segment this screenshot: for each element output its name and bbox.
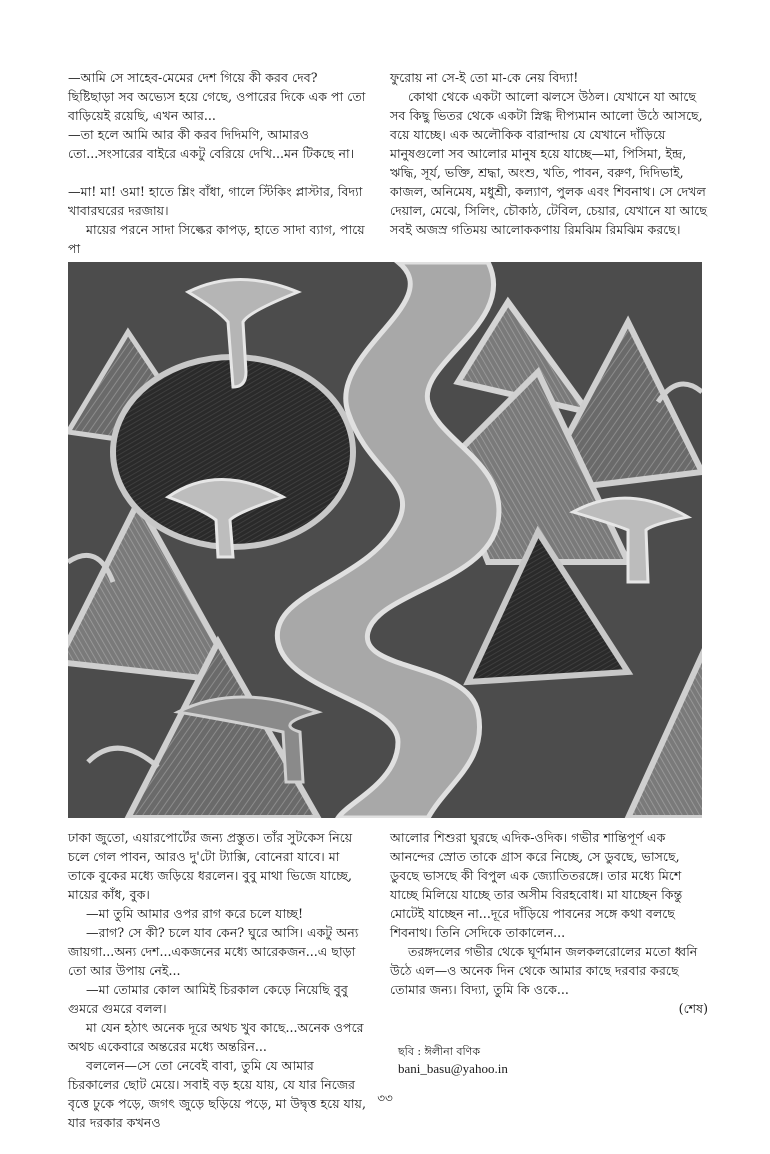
paragraph: ঢাকা জুতো, এয়ারপোর্টের জন্য প্রস্তুত। তাঁর সুটকেস নিয়ে চলে গেল পাবন, আরও দু'টো ট্যাক্সি, বোনেরা যাবে। মা তাকে বুকের মধ্যে জড়িয়ে ধরলেন। বুবু মাথা ভিজে যাচ্ছে, মায়ের কাঁধ, বুক। — [68, 830, 353, 902]
landscape-illustration — [68, 262, 702, 818]
paragraph: —রাগ? সে কী? চলে যাব কেন? ঘুরে আসি। একটু অন্য জায়গা...অন্য দেশ...একজনের মধ্যে আরেকজন...এ ছাড়া তো আর উপায় নেই... — [68, 925, 359, 978]
page-number: ৩৩ — [377, 1091, 393, 1105]
river-mountains-image — [68, 262, 702, 818]
text-column-top-right — [390, 68, 708, 239]
paragraph: তরঙ্গদলের গভীর থেকে ঘূর্ণমান জলকলরোলের মতো ধ্বনি উঠে এল—ও অনেক দিন থেকে আমার কাছে দরবার করছে তোমার জন্য। বিদ্যা, তুমি কি ওকে... — [390, 944, 698, 997]
paragraph: —মা! মা! ওমা! হাতে শ্লিং বাঁধা, গালে স্টিকিং প্লাস্টার, বিদ্যা খাবারঘরের দরজায়। — [68, 184, 363, 218]
paragraph: ছিষ্টিছাড়া সব অভ্যেস হয়ে গেছে, ওপারের দিকে এক পা তো বাড়িয়েই রয়েছি, এখন আর... — [68, 89, 366, 123]
illustration-credit: ছবি : ঈলীনা বণিক — [398, 1045, 481, 1058]
paragraph: ফুরোয় না সে-ই তো মা-কে নেয় বিদ্যা! — [390, 70, 579, 85]
text-column-top-left — [68, 68, 368, 258]
text-column-bottom-left — [68, 828, 368, 1132]
paragraph: —তা হলে আমি আর কী করব দিদিমণি, আমারও তো...সংসারের বাইরে একটু বেরিয়ে দেখি...মন টিকছে না। — [68, 127, 355, 161]
paragraph: আলোর শিশুরা ঘুরছে এদিক-ওদিক। গভীর শান্তিপূর্ণ এক আনন্দের স্রোত তাকে গ্রাস করে নিচ্ছে, সে ডুবছে, ভাসছে, ডুবছে ভাসছে কী বিপুল এক জ্যোতিতরঙ্গে। তার মধ্যে মিশে যাচ্ছে মিলিয়ে যাচ্ছে তার অসীম বিরহবোধ। মা যাচ্ছেন কিন্তু মোটেই যাচ্ছেন না...দূরে দাঁড়িয়ে পাবনের সঙ্গে কথা বলছে শিবনাথ। তিনি সেদিকে তাকালেন... — [390, 830, 683, 940]
author-email: bani_basu@yahoo.in — [398, 1061, 508, 1076]
paragraph: কোথা থেকে একটা আলো ঝলসে উঠল। যেখানে যা আছে সব কিছু ভিতর থেকে একটা স্নিগ্ধ দীপ্যমান আলো উঠে আসছে, বয়ে যাচ্ছে। এক অলৌকিক বারান্দায় যে যেখানে দাঁড়িয়ে মানুষগুলো সব আলোর মানুষ হয়ে যাচ্ছে—মা, পিসিমা, ইন্দ্র, ঋদ্ধি, সূর্য, ভক্তি, শ্রদ্ধা, অংশু, খতি, পাবন, বরুণ, দিদিভাই, কাজল, অনিমেষ, মধুশ্রী, কল্যাণ, পুলক এবং শিবনাথ। সে দেখল দেয়াল, মেঝে, সিলিং, চৌকাঠ, টেবিল, চেয়ার, যেখানে যা আছে সবই অজস্র গতিময় আলোককণায় রিমঝিম রিমঝিম করছে। — [390, 89, 707, 237]
paragraph: মায়ের পরনে সাদা সিল্কের কাপড়, হাতে সাদা ব্যাগ, পায়ে পা — [68, 222, 365, 256]
paragraph: —আমি সে সাহেব-মেমের দেশ গিয়ে কী করব দেব? — [68, 70, 318, 85]
paragraph: —মা তুমি আমার ওপর রাগ করে চলে যাচ্ছ! — [86, 906, 304, 921]
end-mark: (শেষ) — [678, 1001, 708, 1016]
text-column-bottom-right — [390, 828, 708, 1018]
paragraph: —মা তোমার কোল আমিই চিরকাল কেড়ে নিয়েছি বুবু গুমরে গুমরে বলল। — [68, 982, 348, 1016]
paragraph: মা যেন হঠাৎ অনেক দূরে অথচ খুব কাছে...অনেক ওপরে অথচ একেবারে অন্তরের মধ্যে অন্তরিন... — [68, 1020, 364, 1054]
paragraph: বললেন—সে তো নেবেই বাবা, তুমি যে আমার চিরকালের ছোট মেয়ে। সবাই বড় হয়ে যায়, যে যার নিজের বৃত্তে ঢুকে পড়ে, জগৎ জুড়ে ছড়িয়ে পড়ে, মা উদ্বৃত্ত হয়ে যায়, যার দরকার কখনও — [68, 1058, 366, 1130]
